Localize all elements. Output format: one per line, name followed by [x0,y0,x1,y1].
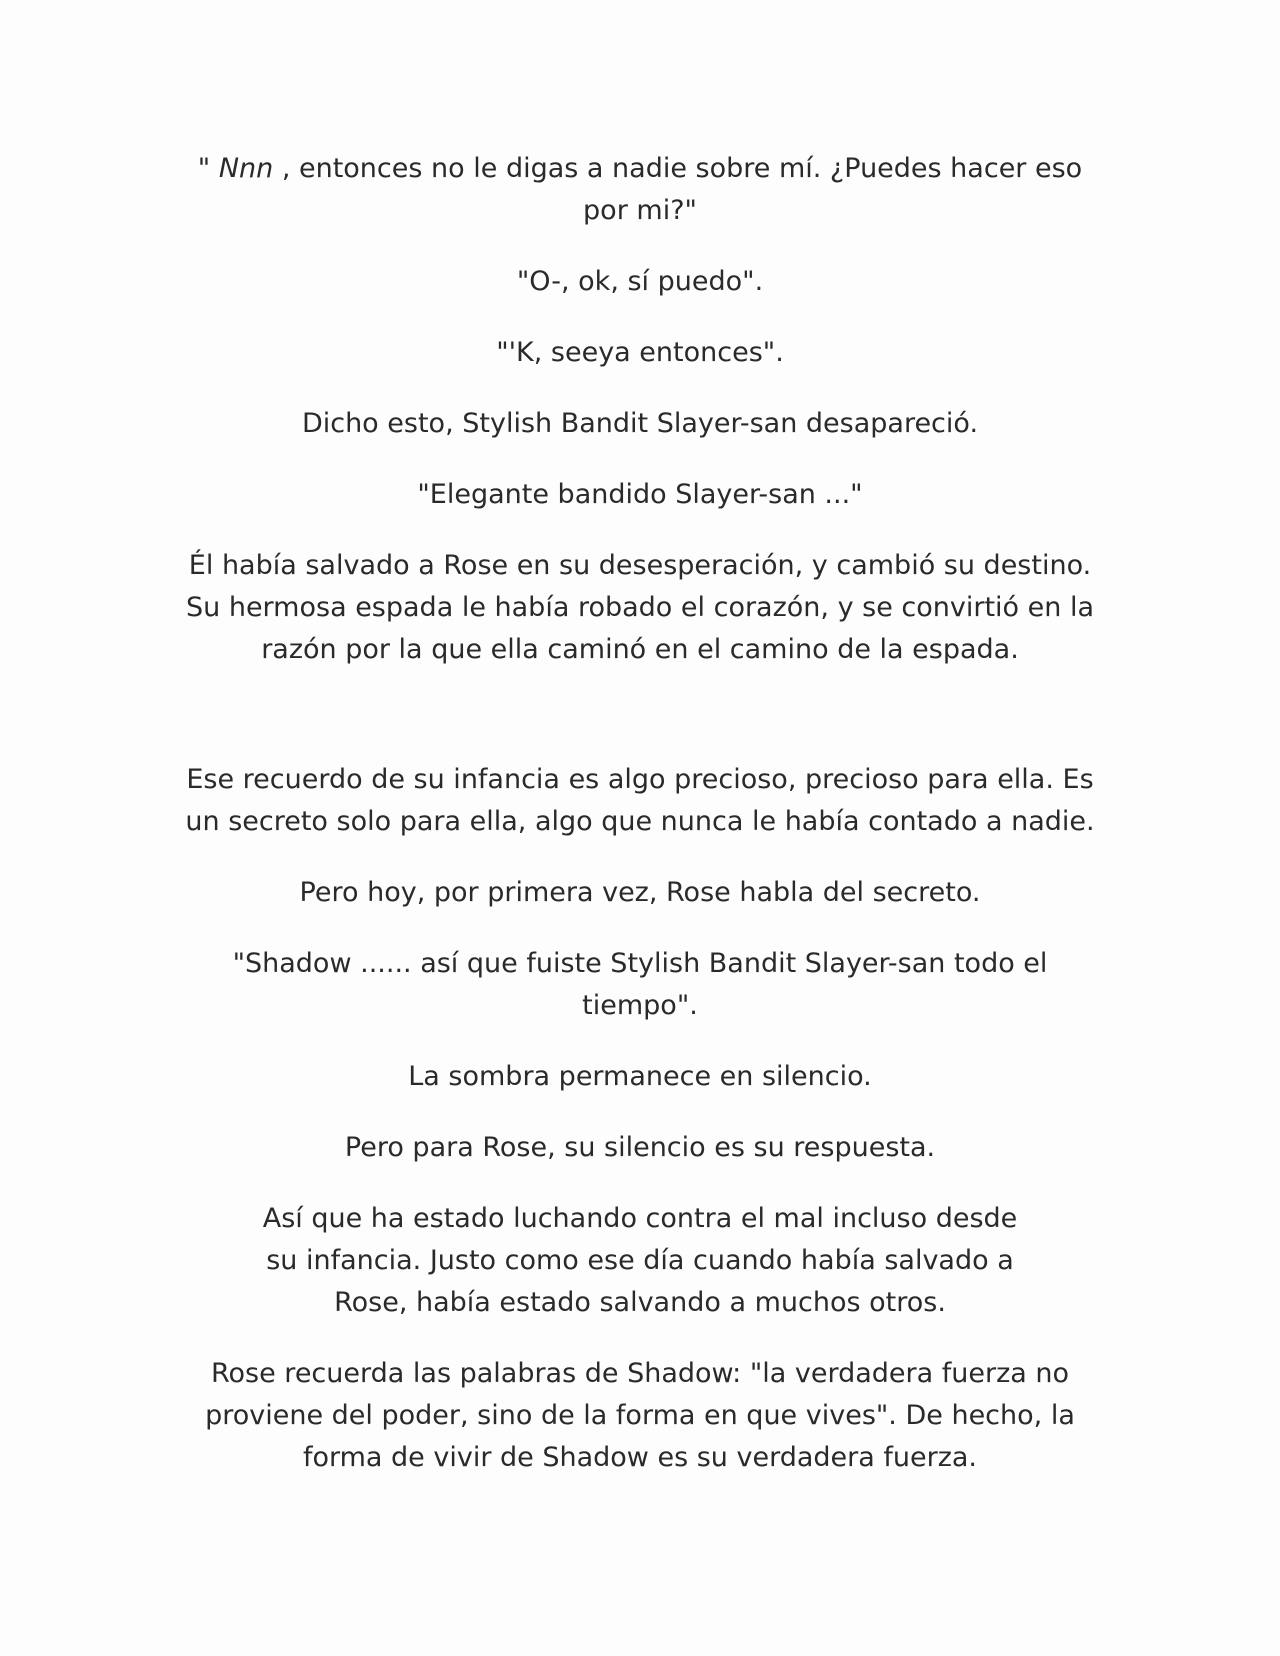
paragraph-narration-4: Pero hoy, por primera vez, Rose habla del secreto. [299,877,981,908]
paragraph-narration-3: Ese recuerdo de su infancia es algo precioso, precioso para ella. Es un secreto solo para ella, algo que nunca le había contado a nadie. [185,764,1095,837]
paragraph-dialogue-2: "O-, ok, sí puedo". [516,266,764,297]
paragraph-narration-2: Él había salvado a Rose en su desesperación, y cambió su destino. Su hermosa espada le había robado el corazón, y se convirtió en la razón por la que ella caminó en el camino de la espada. [186,550,1094,665]
paragraph-narration-1: Dicho esto, Stylish Bandit Slayer-san desapareció. [301,408,979,439]
dialogue-text: , entonces no le digas a nadie sobre mí. ¿Puedes hacer eso por mi?" [273,153,1083,226]
paragraph-dialogue-4: "Elegante bandido Slayer-san ..." [417,479,863,510]
story-text [175,148,1105,1508]
paragraph-dialogue-1 [175,148,1105,232]
paragraph-dialogue-5: "Shadow ...... así que fuiste Stylish Bandit Slayer-san todo el tiempo". [232,948,1048,1021]
paragraph-narration-5: La sombra permanece en silencio. [408,1061,872,1092]
paragraph-dialogue-3: "'K, seeya entonces". [496,337,784,368]
paragraph-narration-8: Rose recuerda las palabras de Shadow: "la verdadera fuerza no proviene del poder, sino de la forma en que vives". De hecho, la forma de vivir de Shadow es su verdadera fuerza. [205,1358,1075,1473]
quote-open: " [197,153,219,184]
paragraph-narration-6: Pero para Rose, su silencio es su respuesta. [344,1132,936,1163]
paragraph-narration-7: Así que ha estado luchando contra el mal incluso desde su infancia. Justo como ese día cuando había salvado a Rose, había estado salvando a muchos otros. [262,1203,1018,1318]
emphasis-nnn: Nnn [218,153,274,184]
